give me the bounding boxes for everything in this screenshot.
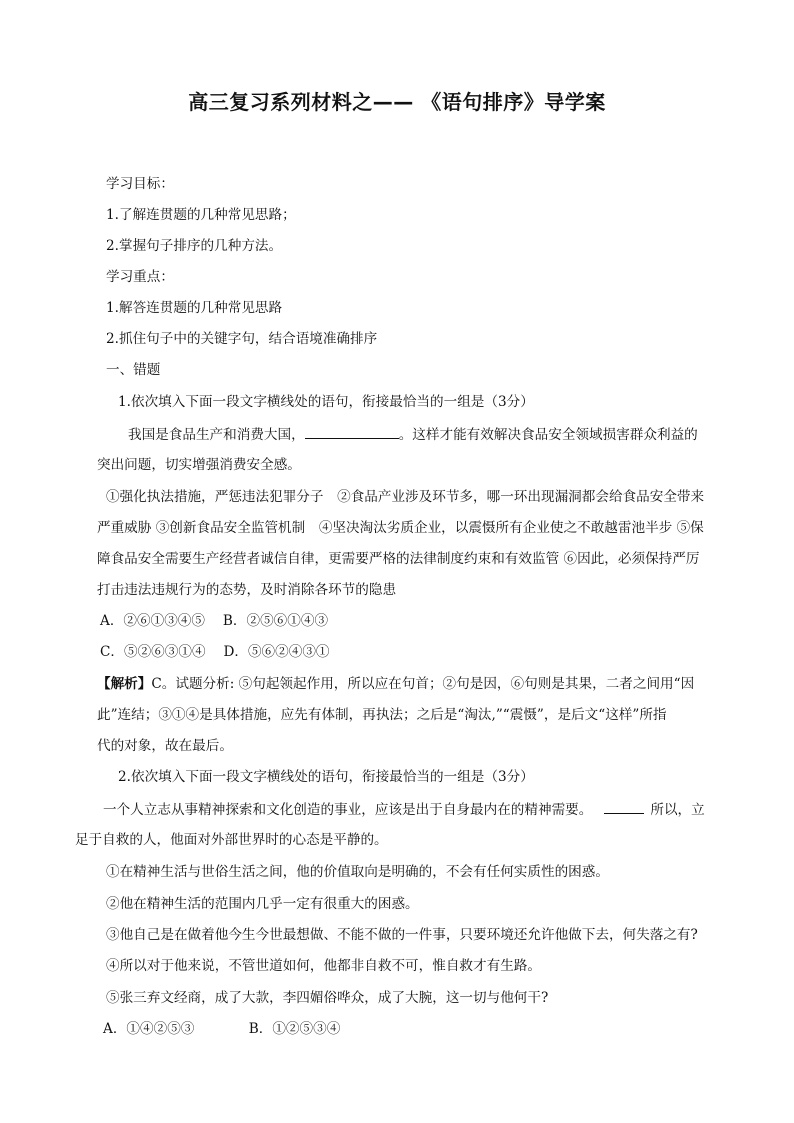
option-line: ①强化执法措施，严惩违法犯罪分子 ②食品产业涉及环节多，哪一环出现漏洞都会给食品安全带来 <box>106 489 705 505</box>
page-title: 高三复习系列材料之—— 《语句排序》导学案 <box>188 90 606 114</box>
option-line: ①在精神生活与世俗生活之间，他的价值取向是明确的，不会有任何实质性的困惑。 <box>106 864 609 880</box>
question-2-stem: 2.依次填入下面一段文字横线处的语句，衔接最恰当的一组是（3分） <box>118 769 534 785</box>
focus-item: 1.解答连贯题的几种常见思路 <box>106 300 283 316</box>
passage-text: 。这样才能有效解决食品安全领域损害群众利益的 <box>398 427 698 443</box>
goals-heading: 学习目标： <box>106 176 174 192</box>
question-1-passage-cont: 突出问题，切实增强消费安全感。 <box>97 457 301 473</box>
question-2-passage <box>103 799 705 820</box>
answer-blank <box>305 424 399 439</box>
analysis-line: 代的对象，故在最后。 <box>97 738 233 754</box>
option-line: ②他在精神生活的范围内几乎一定有很重大的困惑。 <box>106 896 419 912</box>
choice-line: A．①④②⑤③ B．①②⑤③④ <box>103 1021 341 1037</box>
question-1-passage <box>128 424 698 445</box>
goal-item: 2.掌握句子排序的几种方法。 <box>106 238 283 254</box>
option-line: 障食品安全需要生产经营者诚信自律，更需要严格的法律制度约束和有效监管 ⑥因此，必须保持严厉 <box>97 551 700 567</box>
passage-text: 一个人立志从事精神探索和文化创造的事业，应该是出于自身最内在的精神需要。 <box>103 802 593 818</box>
focus-item: 2.抓住句子中的关键字句，结合语境准确排序 <box>106 331 378 347</box>
passage-text: 所以，立 <box>650 802 705 818</box>
option-line: ③他自己是在做着他今生今世最想做、不能不做的一件事，只要环境还允许他做下去，何失落之有? <box>106 927 698 943</box>
option-line: 严重威胁 ③创新食品安全监管机制 ④坚决淘汰劣质企业，以震慑所有企业使之不敢越雷池半步 ⑤保 <box>97 520 704 536</box>
passage-text: 我国是食品生产和消费大国， <box>128 427 305 443</box>
option-line: 打击违法违规行为的态势，及时消除各环节的隐患 <box>97 582 397 598</box>
question-1-stem: 1.依次填入下面一段文字横线处的语句，衔接最恰当的一组是（3分） <box>118 394 534 410</box>
analysis-line <box>97 674 694 694</box>
choice-line: A．②⑥①③④⑤ B．②⑤⑥①④③ <box>100 613 329 629</box>
question-2-passage-cont: 足于自救的人，他面对外部世界时的心态是平静的。 <box>75 832 388 848</box>
choice-line: C．⑤②⑥③①④ D．⑤⑥②④③① <box>100 644 330 660</box>
analysis-text: C。试题分析: ⑤句起领起作用，所以应在句首；②句是因，⑥句则是其果，二者之间用“因 <box>151 676 695 692</box>
option-line: ⑤张三弃文经商，成了大款，李四媚俗哗众，成了大腕，这一切与他何干? <box>106 990 549 1006</box>
option-line: ④所以对于他来说，不管世道如何，他都非自救不可，惟自救才有生路。 <box>106 958 541 974</box>
analysis-line: 此”连结；③①④是具体措施，应先有体制，再执法；之后是“淘汰,”“震慑”，是后文“这样”所指 <box>97 707 667 723</box>
goal-item: 1.了解连贯题的几种常见思路； <box>106 207 296 223</box>
answer-blank <box>604 799 644 814</box>
section-heading: 一、错题 <box>106 362 161 378</box>
focus-heading: 学习重点： <box>106 269 174 285</box>
analysis-tag: 【解析】 <box>97 676 152 692</box>
